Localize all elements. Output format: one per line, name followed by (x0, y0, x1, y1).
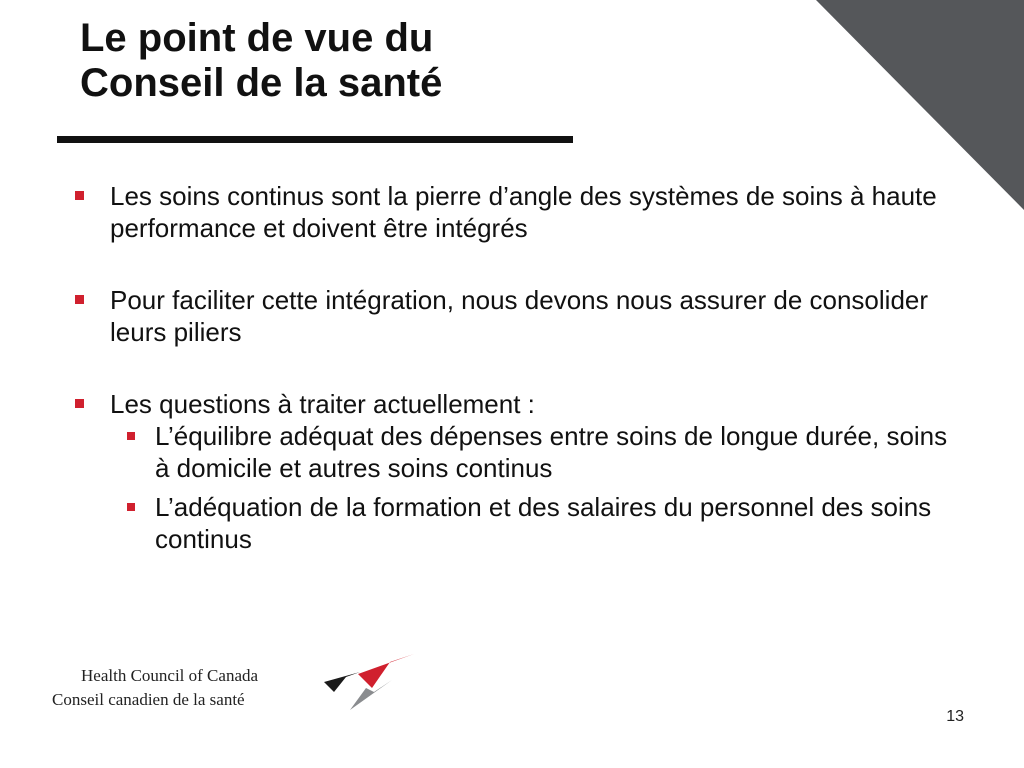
subbullet-list (75, 420, 965, 555)
bullet-text-3: Les questions à traiter actuellement : (110, 389, 535, 419)
title-line-2: Conseil de la santé (80, 61, 443, 105)
bullet-square-icon (75, 399, 84, 408)
subbullet-item-1 (75, 420, 965, 484)
bullet-text-1: Les soins continus sont la pierre d’angle des systèmes de soins à haute performance et doivent être intégrés (110, 181, 937, 243)
bullet-item-1 (75, 180, 965, 244)
bullet-square-icon (75, 295, 84, 304)
subbullet-text-2: L’adéquation de la formation et des salaires du personnel des soins continus (155, 492, 932, 554)
subbullet-text-1: L’équilibre adéquat des dépenses entre soins de longue durée, soins à domicile et autres soins continus (155, 421, 948, 483)
bullet-item-3 (75, 388, 965, 420)
bird-logo-icon (322, 652, 422, 714)
slide-title (80, 16, 600, 106)
subbullet-item-2 (75, 491, 965, 555)
org-name-fr: Conseil canadien de la santé (52, 690, 245, 709)
bullet-text-2: Pour faciliter cette intégration, nous devons nous assurer de consolider leurs piliers (110, 285, 929, 347)
title-line-1: Le point de vue du (80, 16, 434, 60)
subbullet-square-icon (127, 503, 135, 511)
corner-decoration (816, 0, 1024, 210)
bullet-square-icon (75, 191, 84, 200)
page-number: 13 (946, 708, 964, 725)
slide-content (75, 180, 965, 562)
health-council-logo (52, 652, 432, 722)
title-underline (57, 136, 573, 143)
bullet-item-2 (75, 284, 965, 348)
logo-text (52, 664, 258, 712)
org-name-en: Health Council of Canada (81, 666, 259, 685)
subbullet-square-icon (127, 432, 135, 440)
